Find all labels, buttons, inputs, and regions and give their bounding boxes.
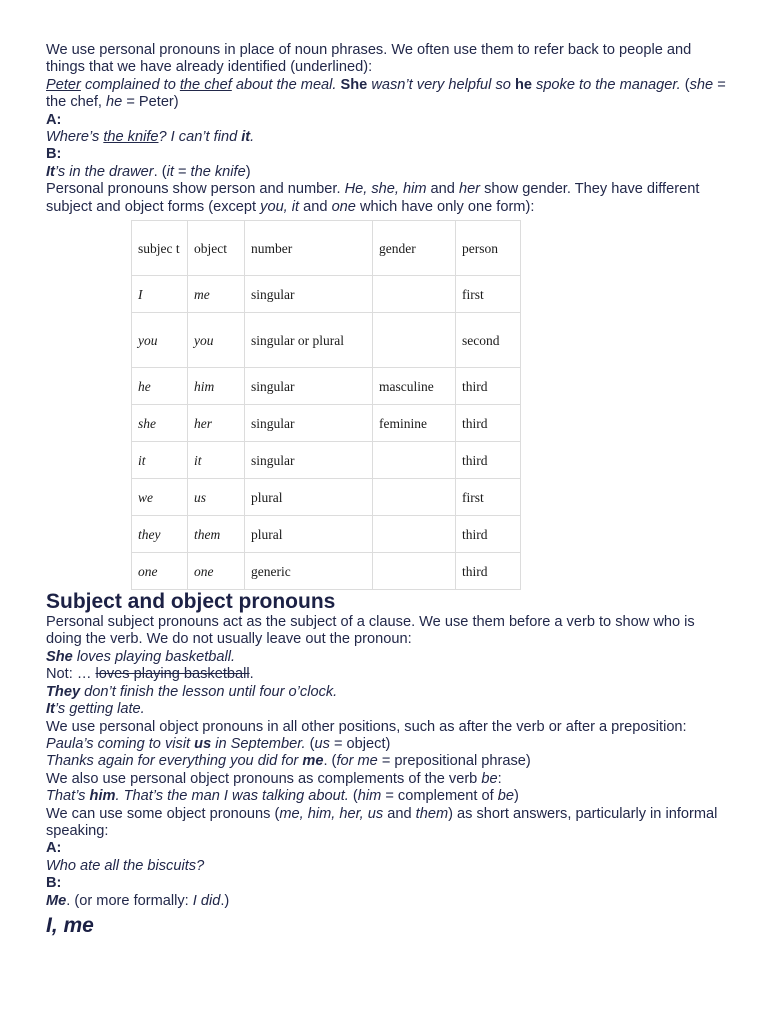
table-cell: they — [132, 516, 188, 553]
table-cell: I — [132, 276, 188, 313]
text-run: complained to — [80, 76, 180, 93]
table-cell: she — [132, 405, 188, 442]
table-cell: generic — [245, 553, 373, 590]
paragraph — [46, 146, 726, 163]
text-run: for me — [336, 753, 378, 770]
text-run: you, it — [260, 198, 300, 215]
paragraph — [46, 649, 726, 666]
table-cell: singular or plural — [245, 313, 373, 368]
text-run: it — [241, 129, 251, 146]
table-cell: singular — [245, 368, 373, 405]
table-cell: one — [132, 553, 188, 590]
paragraph — [46, 788, 726, 805]
text-run: . (or more formally: — [66, 892, 193, 909]
text-run: him — [89, 788, 116, 805]
section1-paragraphs — [46, 614, 726, 910]
text-run: us — [314, 735, 330, 752]
text-run: he — [106, 94, 123, 111]
text-run: We can use some object pronouns ( — [46, 805, 280, 822]
text-run: he — [514, 76, 532, 93]
table-cell — [373, 553, 456, 590]
paragraph — [46, 701, 726, 718]
text-run: ? I can’t find — [158, 129, 242, 146]
text-run: the knife — [103, 129, 159, 146]
text-run: It — [46, 701, 55, 718]
paragraph — [46, 753, 726, 770]
text-run: loves playing basketball — [95, 666, 250, 683]
paragraph — [46, 666, 726, 683]
text-run: Where’s — [46, 129, 104, 146]
text-run: us — [194, 735, 212, 752]
table-row — [132, 405, 521, 442]
text-run: Who ate all the biscuits? — [46, 857, 205, 874]
text-run: = prepositional phrase) — [377, 753, 531, 770]
table-header-cell: object — [188, 221, 245, 276]
table-cell: third — [456, 516, 521, 553]
table-cell — [373, 516, 456, 553]
text-run: He, she, him — [344, 181, 427, 198]
table-cell: it — [188, 442, 245, 479]
text-run: spoke to the manager. — [531, 76, 681, 93]
text-run: about the meal. — [231, 76, 341, 93]
table-header-row — [132, 221, 521, 276]
table-cell: first — [456, 276, 521, 313]
text-run: . — [249, 666, 254, 683]
text-run: Thanks again for everything you did for — [46, 753, 303, 770]
table-row — [132, 368, 521, 405]
table-cell: feminine — [373, 405, 456, 442]
text-run: = the chef, — [46, 76, 726, 111]
table-row — [132, 553, 521, 590]
text-run: Not: … — [46, 666, 96, 683]
text-run: They — [46, 683, 81, 700]
table-row — [132, 313, 521, 368]
table-cell: me — [188, 276, 245, 313]
paragraph — [46, 771, 726, 788]
paragraph — [46, 614, 726, 649]
text-run: We use personal object pronouns in all other positions, such as after the verb or after a preposition: — [46, 718, 687, 735]
table-cell — [373, 479, 456, 516]
table-cell: him — [188, 368, 245, 405]
table-cell: you — [132, 313, 188, 368]
table-row — [132, 442, 521, 479]
text-run: We also use personal object pronouns as complements of the verb — [46, 770, 482, 787]
text-run: me, him, her, us — [279, 805, 384, 822]
paragraph — [46, 719, 726, 736]
paragraph — [46, 42, 726, 77]
text-run: It — [46, 163, 55, 180]
text-run: and — [383, 805, 416, 822]
text-run: We use personal pronouns in place of noun phrases. We often use them to refer back to people and things that we have already identified (underlined): — [46, 42, 692, 76]
text-run: them — [415, 805, 449, 822]
text-run: show gender. They have different subject and object forms (except — [46, 181, 700, 215]
text-run: = complement of — [381, 788, 498, 805]
text-run: That’s — [46, 788, 90, 805]
text-run: . ( — [323, 753, 337, 770]
table-cell: he — [132, 368, 188, 405]
text-run: ) — [245, 163, 251, 180]
text-run: . — [250, 129, 255, 146]
paragraph — [46, 736, 726, 753]
table-cell: singular — [245, 276, 373, 313]
intro-paragraphs — [46, 42, 726, 216]
text-run: B: — [46, 875, 62, 892]
text-run: : — [497, 770, 502, 787]
text-run: ( — [305, 735, 315, 752]
table-cell: one — [188, 553, 245, 590]
table-header-cell: number — [245, 221, 373, 276]
text-run: it — [166, 163, 174, 180]
paragraph — [46, 806, 726, 841]
table-row — [132, 479, 521, 516]
text-run: be — [481, 770, 498, 787]
table-cell: her — [188, 405, 245, 442]
paragraph — [46, 875, 726, 892]
paragraph — [46, 684, 726, 701]
table-cell: you — [188, 313, 245, 368]
text-run: I did — [192, 892, 221, 909]
text-run: = object) — [329, 735, 391, 752]
pronoun-table-wrapper — [46, 216, 726, 590]
table-cell: we — [132, 479, 188, 516]
table-cell: first — [456, 479, 521, 516]
text-run: the knife — [190, 163, 246, 180]
table-cell: plural — [245, 516, 373, 553]
table-cell: singular — [245, 442, 373, 479]
text-run: = Peter) — [122, 94, 179, 111]
table-cell: masculine — [373, 368, 456, 405]
table-cell: it — [132, 442, 188, 479]
table-cell — [373, 442, 456, 479]
text-run: she — [689, 76, 714, 93]
text-run: don’t finish the lesson until four o’clock. — [80, 683, 338, 700]
text-run: be — [497, 788, 514, 805]
text-run: wasn’t very helpful so — [367, 76, 515, 93]
text-run: ’s getting late. — [54, 701, 145, 718]
text-run: ( — [680, 76, 690, 93]
paragraph — [46, 164, 726, 181]
paragraph — [46, 858, 726, 875]
text-run: A: — [46, 111, 62, 128]
text-run: in September. — [211, 735, 306, 752]
text-run: Personal pronouns show person and number. — [46, 181, 345, 198]
text-run: Personal subject pronouns act as the subject of a clause. We use them before a verb to show who is doing the verb. We do not usually leave out the pronoun: — [46, 614, 695, 648]
text-run: loves playing basketball. — [72, 648, 236, 665]
paragraph — [46, 129, 726, 146]
text-run: Paula’s coming to visit — [46, 735, 195, 752]
table-cell: second — [456, 313, 521, 368]
table-header-cell: person — [456, 221, 521, 276]
table-header-cell: gender — [373, 221, 456, 276]
text-run: = — [173, 163, 191, 180]
text-run: She — [46, 648, 73, 665]
paragraph — [46, 77, 726, 112]
paragraph — [46, 893, 726, 910]
document-body — [46, 42, 726, 938]
text-run: She — [340, 76, 368, 93]
text-run: and — [299, 198, 332, 215]
text-run: . That’s the man I was talking about. — [115, 788, 349, 805]
section-heading-i-me: I, me — [46, 913, 94, 937]
text-run: .) — [220, 892, 230, 909]
text-run: Peter — [46, 76, 81, 93]
table-cell: singular — [245, 405, 373, 442]
table-cell: plural — [245, 479, 373, 516]
text-run: him — [357, 788, 382, 805]
text-run: Me — [46, 892, 67, 909]
text-run: . ( — [153, 163, 167, 180]
text-run: the chef — [179, 76, 232, 93]
text-run: and — [426, 181, 459, 198]
table-cell — [373, 313, 456, 368]
table-cell: third — [456, 442, 521, 479]
section-heading-subject-object: Subject and object pronouns — [46, 590, 336, 614]
table-cell: third — [456, 368, 521, 405]
table-cell: third — [456, 553, 521, 590]
table-cell: them — [188, 516, 245, 553]
paragraph — [46, 112, 726, 129]
text-run: her — [458, 181, 481, 198]
text-run: one — [331, 198, 356, 215]
pronoun-table — [131, 220, 521, 590]
table-header-cell: subjec t — [132, 221, 188, 276]
text-run: me — [302, 753, 324, 770]
text-run: ’s in the drawer — [54, 163, 154, 180]
text-run: B: — [46, 146, 62, 163]
paragraph — [46, 840, 726, 857]
table-cell — [373, 276, 456, 313]
text-run: ( — [348, 788, 358, 805]
paragraph — [46, 181, 726, 216]
table-cell: third — [456, 405, 521, 442]
text-run: A: — [46, 840, 62, 857]
text-run: ) — [513, 788, 519, 805]
table-row — [132, 516, 521, 553]
table-cell: us — [188, 479, 245, 516]
text-run: ) as short answers, particularly in informal speaking: — [46, 805, 718, 839]
text-run: which have only one form): — [355, 198, 535, 215]
table-row — [132, 276, 521, 313]
